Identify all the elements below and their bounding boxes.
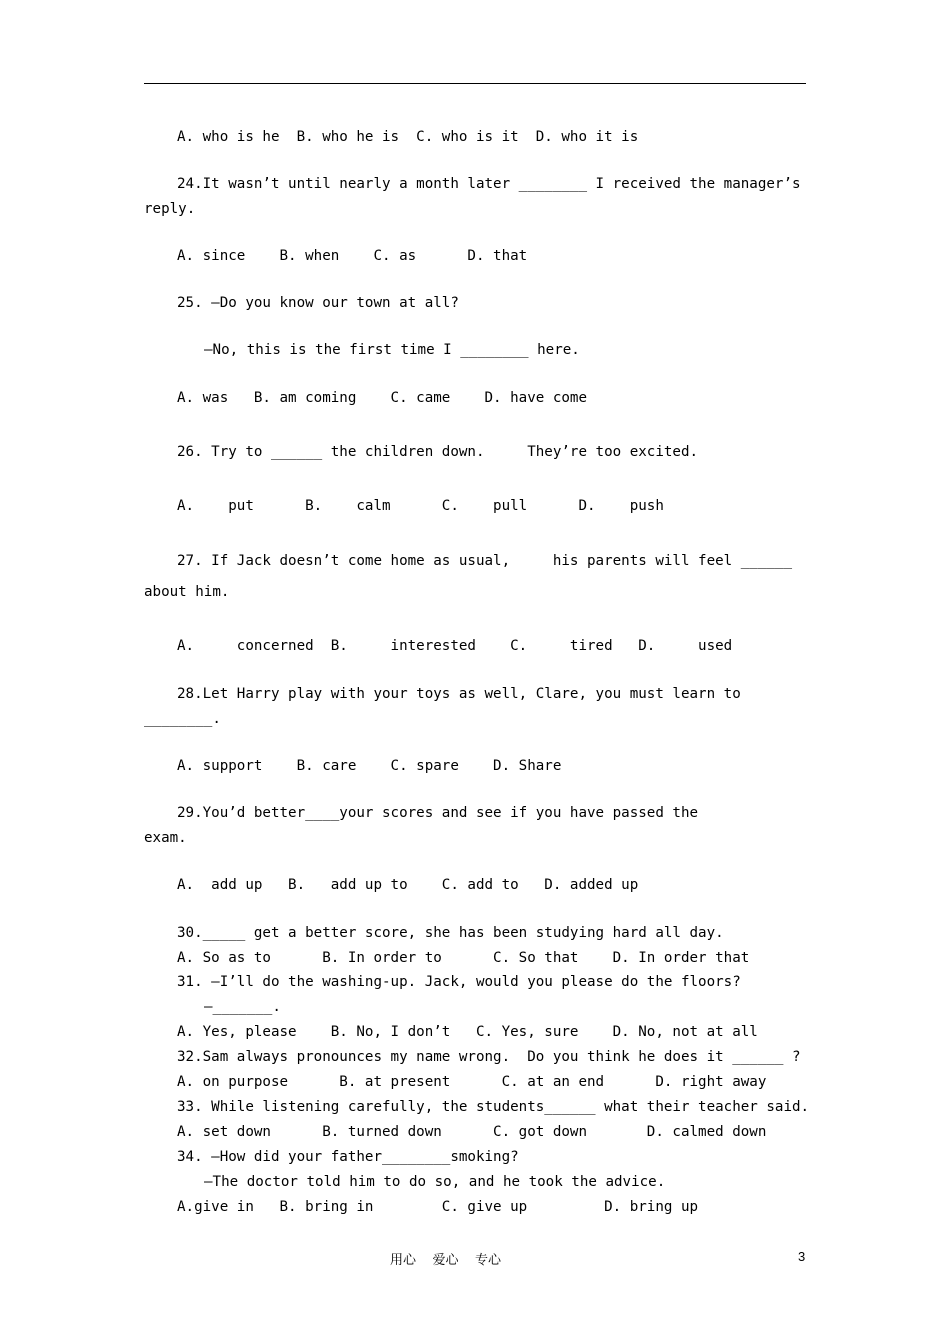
q23-options: A. who is he B. who he is C. who is it D. who it is	[177, 129, 639, 145]
q27-options: A. concerned B. interested C. tired D. used	[177, 638, 733, 654]
header-rule	[144, 83, 806, 84]
q28-options: A. support B. care C. spare D. Share	[177, 758, 562, 774]
q34-stem: 34. —How did your father________smoking?	[177, 1149, 519, 1165]
q31-stem: 31. —I’ll do the washing-up. Jack, would you please do the floors?	[177, 974, 741, 990]
q29-options: A. add up B. add up to C. add to D. added up	[177, 877, 639, 893]
page-number: 3	[798, 1249, 806, 1264]
q24-stem-cont: reply.	[144, 201, 196, 217]
q24-stem: 24.It wasn’t until nearly a month later ________ I received the manager’s	[177, 176, 801, 192]
q27-stem-cont: about him.	[144, 584, 230, 600]
q24-options: A. since B. when C. as D. that	[177, 248, 528, 264]
q33-options: A. set down B. turned down C. got down D. calmed down	[177, 1124, 767, 1140]
q25-reply: —No, this is the first time I ________ here.	[204, 342, 580, 358]
q25-stem: 25. —Do you know our town at all?	[177, 295, 459, 311]
q30-stem: 30._____ get a better score, she has been studying hard all day.	[177, 925, 724, 941]
q32-stem: 32.Sam always pronounces my name wrong. Do you think he does it ______ ?	[177, 1049, 801, 1065]
q29-stem-cont: exam.	[144, 830, 187, 846]
q29-stem: 29.You’d better____your scores and see if you have passed the	[177, 805, 699, 821]
q26-stem: 26. Try to ______ the children down. They’re too excited.	[177, 444, 699, 460]
q32-options: A. on purpose B. at present C. at an end D. right away	[177, 1074, 767, 1090]
q34-options: A.give in B. bring in C. give up D. bring up	[177, 1199, 699, 1215]
q31-reply: —_______.	[204, 999, 281, 1015]
q25-options: A. was B. am coming C. came D. have come	[177, 390, 587, 406]
q26-options: A. put B. calm C. pull D. push	[177, 498, 664, 514]
q34-reply: —The doctor told him to do so, and he took the advice.	[204, 1174, 666, 1190]
q31-options: A. Yes, please B. No, I don’t C. Yes, sure D. No, not at all	[177, 1024, 758, 1040]
q33-stem: 33. While listening carefully, the students______ what their teacher said.	[177, 1099, 810, 1115]
q28-stem: 28.Let Harry play with your toys as well, Clare, you must learn to	[177, 686, 741, 702]
q30-options: A. So as to B. In order to C. So that D. In order that	[177, 950, 750, 966]
q27-stem: 27. If Jack doesn’t come home as usual, his parents will feel ______	[177, 553, 792, 569]
q28-stem-cont: ________.	[144, 711, 221, 727]
page-footer-motto: 用心 爱心 专心	[390, 1253, 502, 1268]
